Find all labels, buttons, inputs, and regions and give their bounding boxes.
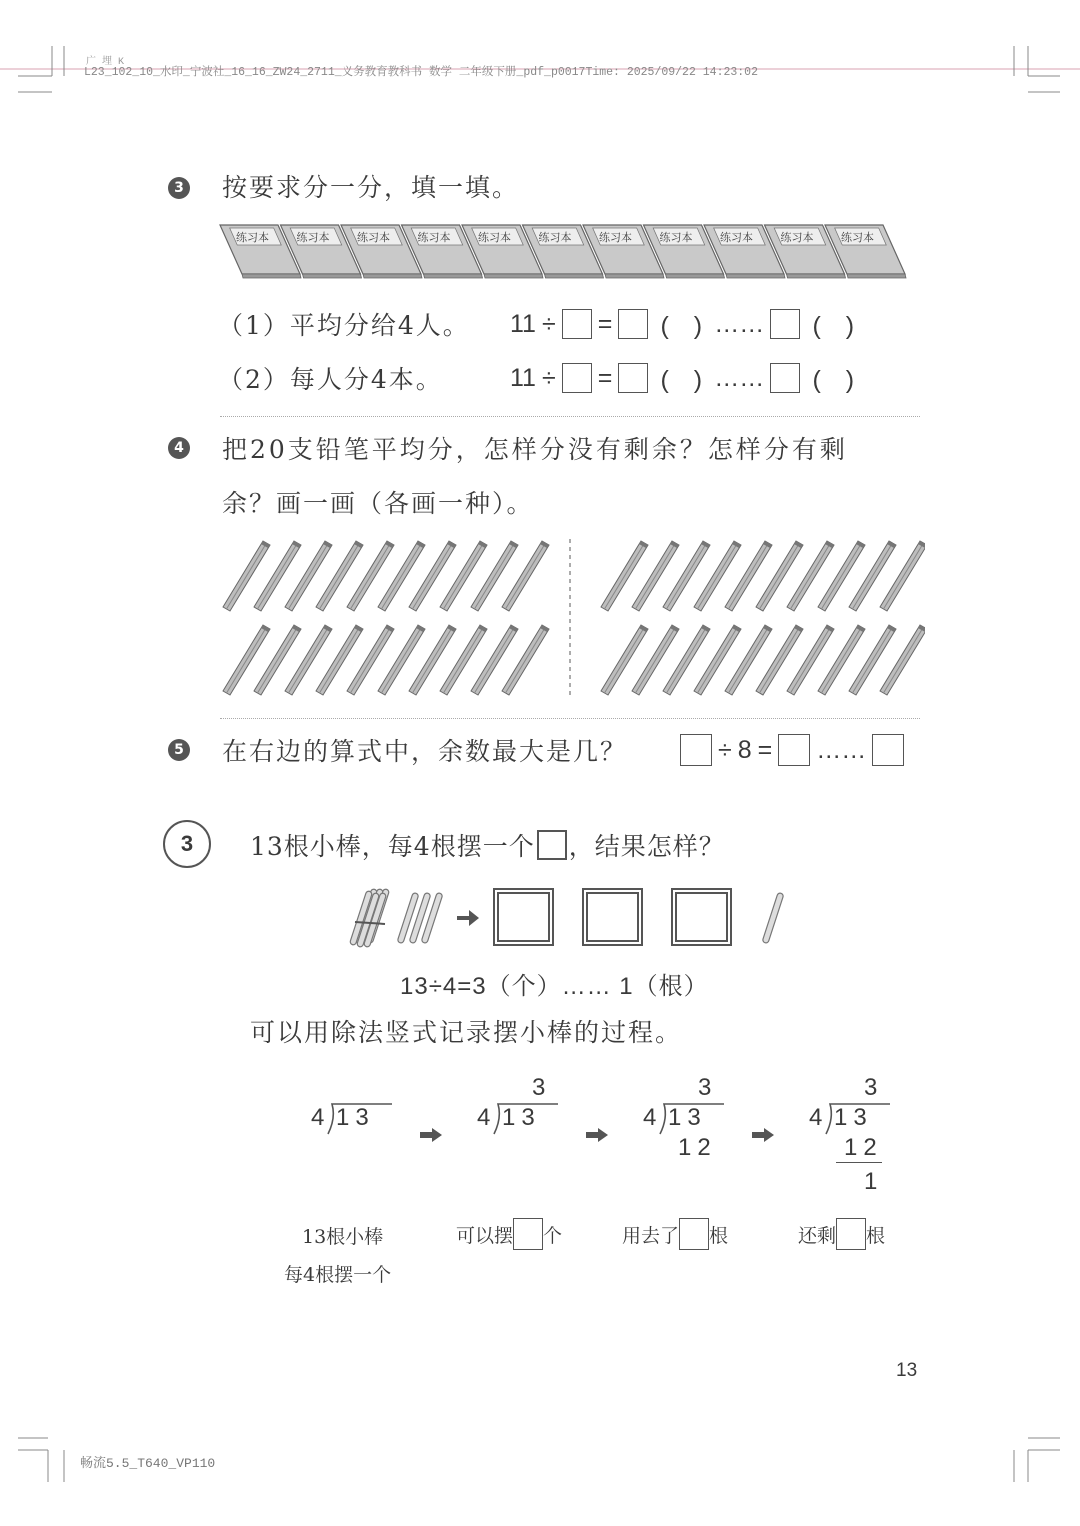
arrow-right-icon	[457, 910, 479, 926]
example-title-post: ，结果怎样？	[568, 832, 725, 861]
caption-4-pre: 还剩	[798, 1224, 837, 1247]
q5-number-badge: 5	[168, 739, 190, 761]
q3-item-1-label: （1）平均分给4人。	[218, 311, 470, 340]
caption-4-post: 根	[866, 1224, 886, 1247]
step1-divisor: 4	[311, 1104, 325, 1131]
exercise-book-label: 练习本	[538, 231, 572, 244]
arrow-right-icon	[586, 1127, 608, 1146]
exercise-book-label: 练习本	[841, 231, 874, 244]
step2-divisor: 4	[477, 1104, 491, 1131]
pencils-area[interactable]	[215, 535, 925, 700]
q4-number-badge: 4	[168, 437, 190, 459]
q3-item-1-equation	[510, 306, 860, 342]
divider-1	[220, 416, 920, 417]
q5-remainder-box[interactable]	[872, 734, 904, 766]
q3-instruction: 按要求分一分，填一填。	[222, 173, 520, 202]
exercise-book-label: 练习本	[599, 231, 632, 244]
q5-text: 在右边的算式中，余数最大是几？	[222, 737, 628, 766]
square-shape-icon	[537, 830, 567, 860]
caption-3	[622, 1218, 728, 1250]
step3-dividend: 13	[668, 1104, 707, 1131]
leftover-stick-icon	[762, 892, 784, 943]
step1-dividend: 13	[336, 1104, 375, 1131]
example-equation: 13÷4=3（个）…… 1（根）	[400, 973, 709, 1000]
q3-item-1-dividend: 11	[510, 309, 536, 338]
caption-3-post: 根	[709, 1224, 729, 1247]
caption-2-pre: 可以摆	[456, 1224, 514, 1247]
exercise-book-label: 练习本	[357, 231, 390, 244]
subtraction-line	[836, 1162, 882, 1163]
equals-sign: =	[757, 735, 773, 764]
caption-3-box[interactable]	[679, 1218, 709, 1250]
caption-2-box[interactable]	[513, 1218, 543, 1250]
loose-sticks-icon	[397, 892, 443, 943]
crop-marks-svg	[0, 0, 1080, 100]
exercise-book-label: 练习本	[780, 231, 814, 244]
q3-item-2-label: （2）每人分4本。	[218, 365, 443, 394]
q3-item-2-remainder-box[interactable]	[770, 363, 800, 393]
remainder-dots: ……	[714, 309, 765, 338]
exercise-book-label: 练习本	[236, 231, 269, 244]
division-step-4	[806, 1070, 896, 1200]
exercise-book-label: 练习本	[720, 231, 753, 244]
exercise-book-label: 练习本	[296, 231, 330, 244]
example-description: 可以用除法竖式记录摆小棒的过程。	[250, 1018, 683, 1047]
example-number-circle	[163, 820, 211, 868]
q3-item-2-quotient-box[interactable]	[618, 363, 648, 393]
q3-item-1	[218, 304, 860, 344]
q3-item-1-quotient-unit-paren[interactable]: ( )	[660, 312, 703, 340]
caption-2-post: 个	[543, 1224, 563, 1247]
exercise-books-illustration	[218, 222, 920, 282]
step3-product: 12	[678, 1134, 717, 1161]
caption-1-line1: 13根小棒	[302, 1226, 384, 1248]
division-step-1	[308, 1070, 398, 1200]
arrow-right-icon	[420, 1127, 442, 1146]
example-number: 3	[180, 831, 194, 856]
step4-product: 12	[844, 1134, 883, 1161]
remainder-dots: ……	[714, 363, 765, 392]
q5-equation	[680, 732, 904, 768]
step3-quotient: 3	[698, 1074, 712, 1101]
example-title-pre: 13根小棒，每4根摆一个	[250, 832, 535, 861]
divide-sign: ÷	[541, 363, 556, 392]
step4-remainder: 1	[864, 1168, 878, 1195]
caption-2	[456, 1218, 562, 1250]
caption-4	[798, 1218, 885, 1250]
equals-sign: =	[597, 309, 613, 338]
q4-text-line1: 把20支铅笔平均分，怎样分没有剩余？怎样分有剩	[222, 435, 848, 464]
divide-sign: ÷	[541, 309, 556, 338]
q3-item-2-quotient-unit-paren[interactable]: ( )	[660, 366, 703, 394]
pencils-svg	[215, 535, 925, 700]
q3-item-1-divisor-box[interactable]	[562, 309, 592, 339]
sticks-svg	[345, 880, 795, 955]
exercise-book-label: 练习本	[659, 231, 693, 244]
step2-quotient: 3	[532, 1074, 546, 1101]
page-number: 13	[896, 1360, 918, 1381]
sticks-illustration	[345, 880, 795, 955]
q4-text-line2: 余？画一画（各画一种）。	[222, 489, 534, 518]
equals-sign: =	[597, 363, 613, 392]
division-step-2	[474, 1070, 564, 1200]
q3-item-2-remainder-unit-paren[interactable]: ( )	[812, 366, 855, 394]
step4-quotient: 3	[864, 1074, 878, 1101]
divide-sign: ÷	[718, 735, 732, 764]
stick-bundle-icon	[349, 888, 389, 947]
division-step-3	[640, 1070, 730, 1200]
q3-number-badge: 3	[168, 177, 190, 199]
q3-item-1-remainder-box[interactable]	[770, 309, 800, 339]
step3-divisor: 4	[643, 1104, 657, 1131]
q3-item-2-dividend: 11	[510, 363, 536, 392]
exercise-books-svg	[218, 222, 920, 282]
q3-item-2-equation	[510, 360, 860, 396]
q3-item-1-remainder-unit-paren[interactable]: ( )	[812, 312, 855, 340]
exercise-book-label: 练习本	[417, 231, 451, 244]
arrow-right-icon	[752, 1127, 774, 1146]
step4-divisor: 4	[809, 1104, 823, 1131]
header-marks: 广 埋 K	[86, 57, 125, 68]
caption-4-box[interactable]	[836, 1218, 866, 1250]
crop-marks-top	[0, 0, 1080, 100]
q3-item-2-divisor-box[interactable]	[562, 363, 592, 393]
footer-info: 畅流5.5_T640_VP110	[80, 1456, 216, 1471]
q5-dividend-box[interactable]	[680, 734, 712, 766]
remainder-dots: ……	[816, 735, 867, 764]
q5-divisor: 8	[737, 735, 752, 764]
print-info: L23_102_10_水印_宁波社_16_16_ZW24_2711_义务教育教科书 数学 二年级下册_pdf_p0017Time: 2025/09/22 14:23:02	[84, 66, 758, 79]
caption-3-pre: 用去了	[622, 1224, 680, 1247]
divider-2	[220, 718, 920, 719]
step2-dividend: 13	[502, 1104, 541, 1131]
q5-quotient-box[interactable]	[778, 734, 810, 766]
exercise-book-label: 练习本	[478, 231, 511, 244]
caption-1-line2: 每4根摆一个	[284, 1264, 392, 1286]
step4-dividend: 13	[834, 1104, 873, 1131]
q3-item-2	[218, 358, 860, 398]
stick-squares-icon	[496, 891, 729, 943]
example-title	[250, 826, 725, 864]
q3-item-1-quotient-box[interactable]	[618, 309, 648, 339]
